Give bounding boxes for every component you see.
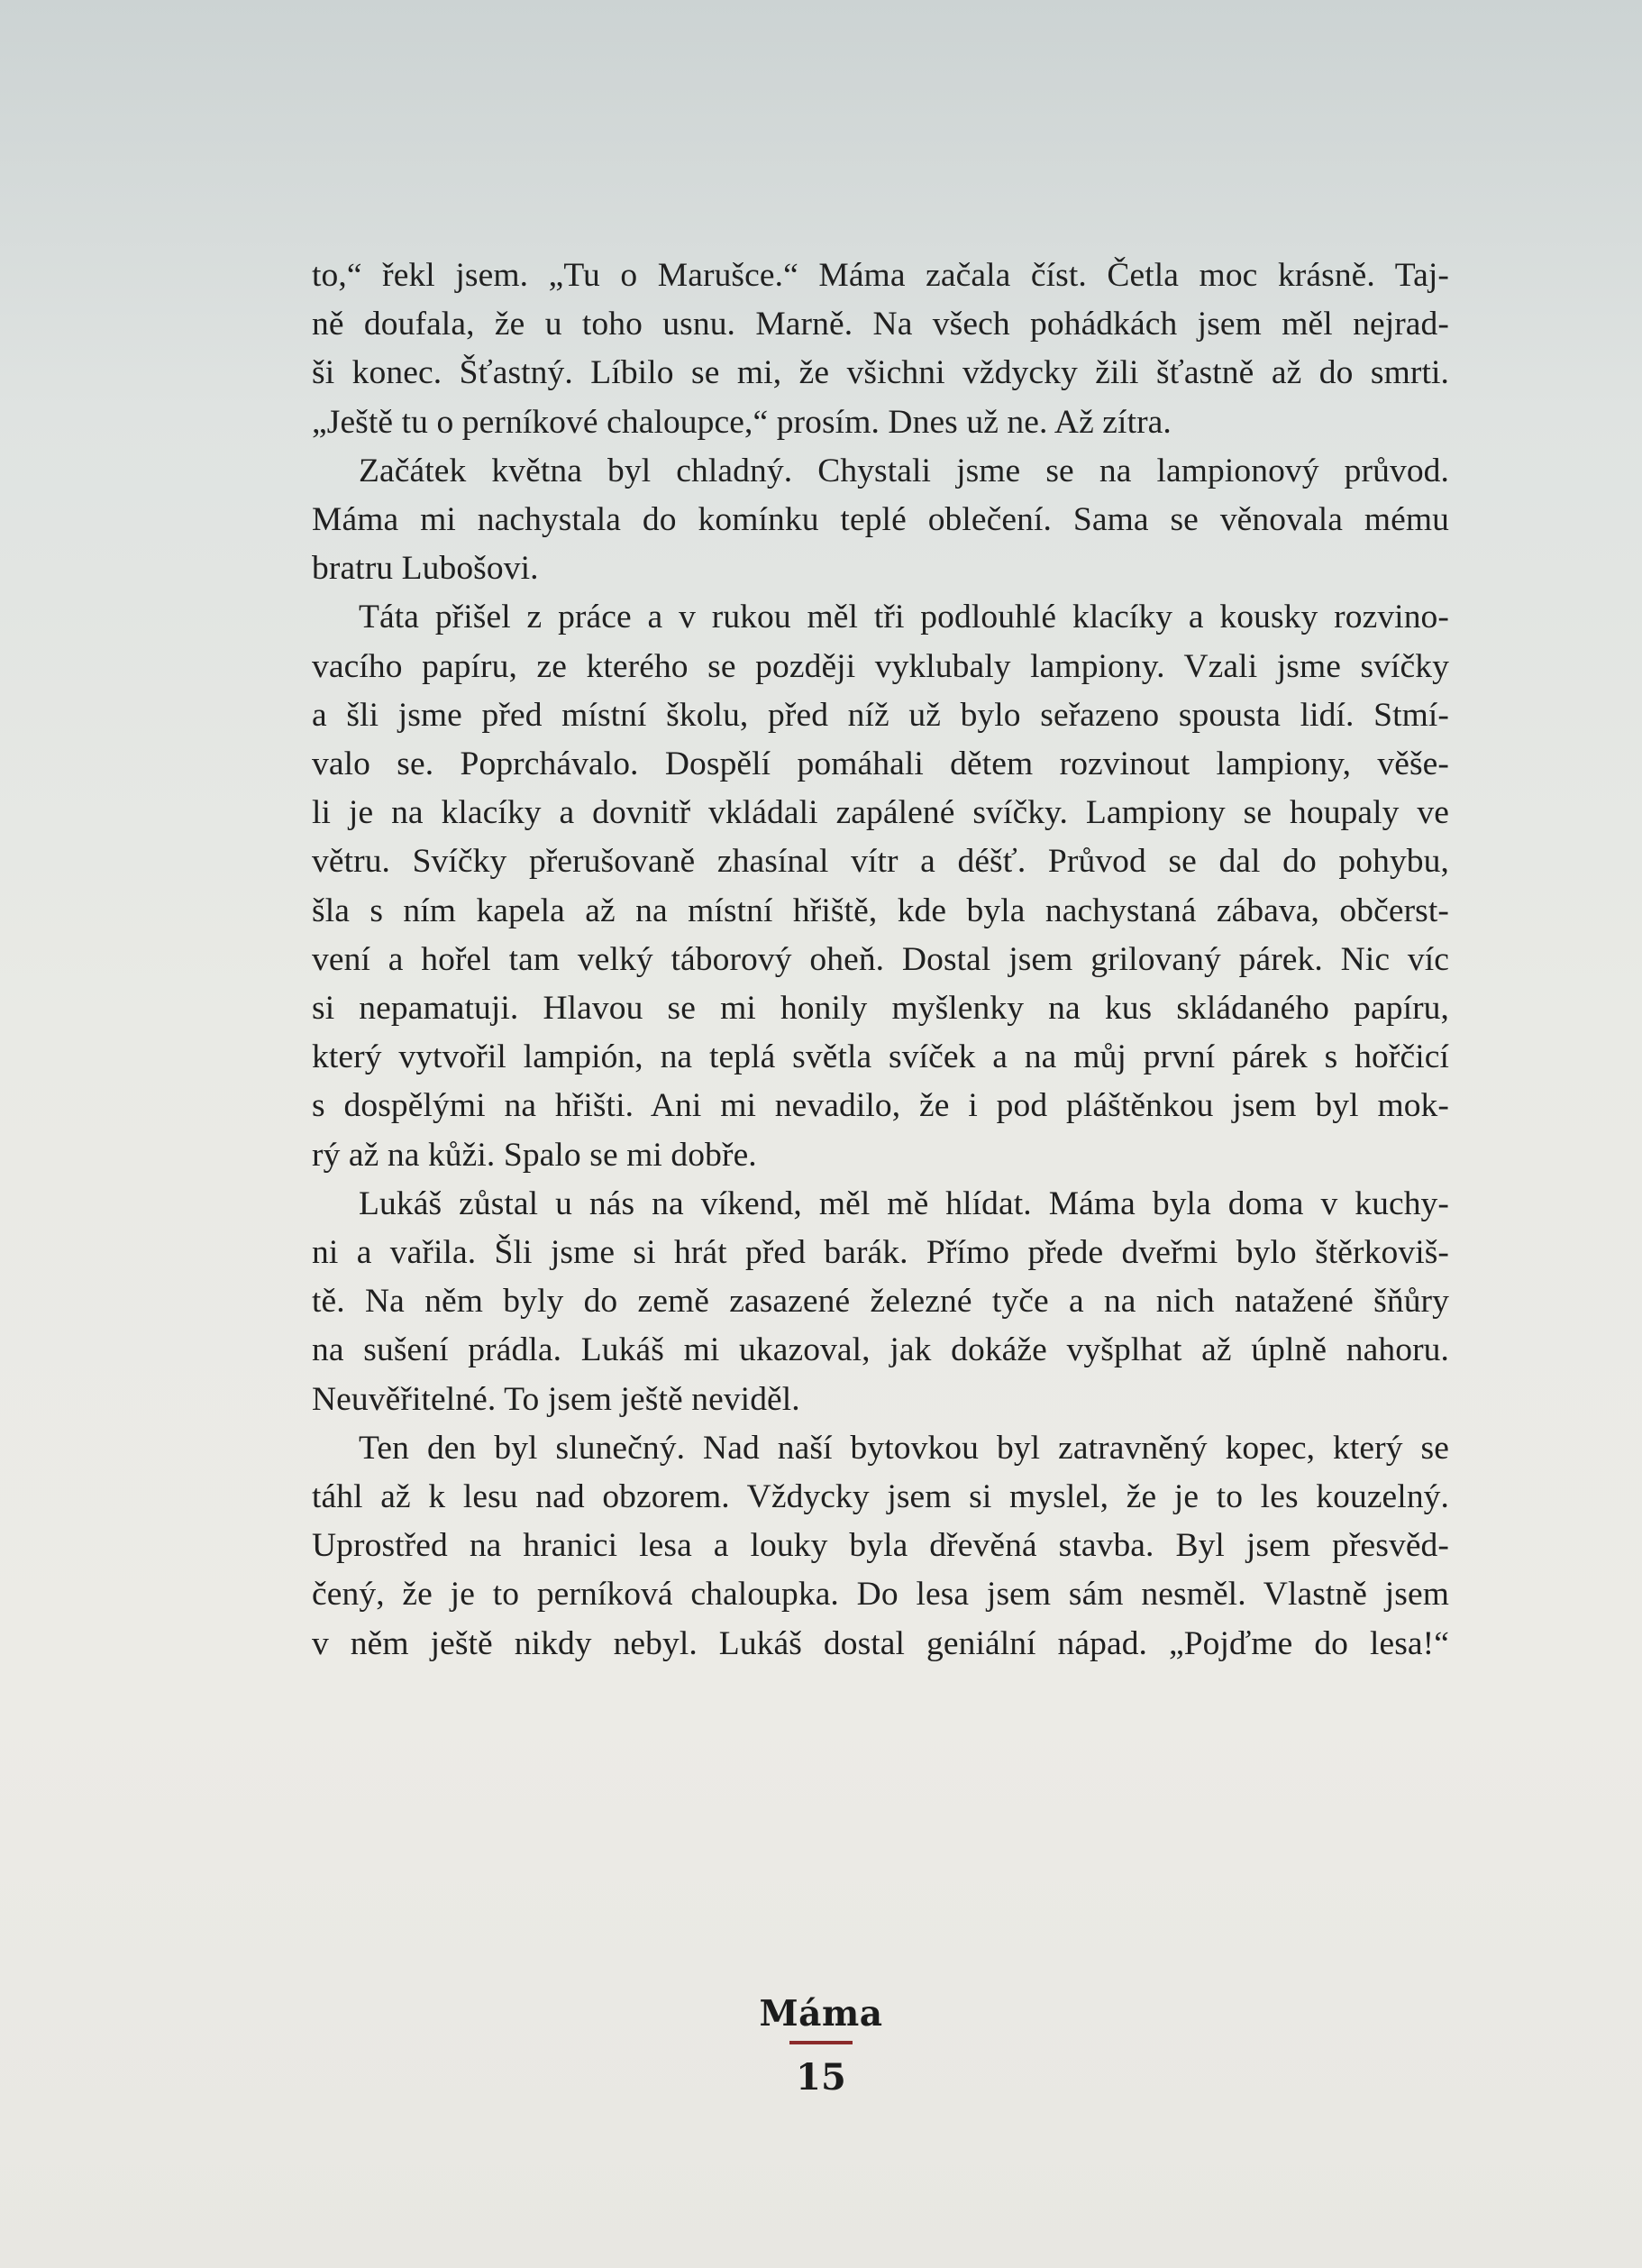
text-line: to,“ řekl jsem. „Tu o Marušce.“ Máma začala číst. Četla moc krásně. Taj-: [312, 257, 1449, 294]
running-title: Máma: [759, 1993, 883, 2035]
text-line: „Ještě tu o perníkové chaloupce,“ prosím. Dnes už ne. Až zítra.: [312, 403, 1172, 441]
text-line: vení a hořel tam velký táborový oheň. Dostal jsem grilovaný párek. Nic víc: [312, 940, 1449, 978]
text-line: Začátek května byl chladný. Chystali jsme se na lampionový průvod.: [359, 452, 1449, 489]
text-line: s dospělými na hřišti. Ani mi nevadilo, že i pod pláštěnkou jsem byl mok-: [312, 1087, 1449, 1125]
text-line: větru. Svíčky přerušovaně zhasínal vítr a déšť. Průvod se dal do pohybu,: [312, 843, 1449, 881]
text-line: čený, že je to perníková chaloupka. Do lesa jsem sám nesměl. Vlastně jsem: [312, 1576, 1449, 1614]
text-line: si nepamatuji. Hlavou se mi honily myšlenky na kus skládaného papíru,: [312, 990, 1449, 1028]
text-line: ši konec. Šťastný. Líbilo se mi, že všichni vždycky žili šťastně až do smrti.: [312, 354, 1449, 392]
text-line: tě. Na něm byly do země zasazené železné tyče a na nich natažené šňůry: [312, 1283, 1449, 1321]
text-line: na sušení prádla. Lukáš mi ukazoval, jak dokáže vyšplhat až úplně nahoru.: [312, 1331, 1449, 1369]
text-line: vacího papíru, ze kterého se později vyklubaly lampiony. Vzali jsme svíčky: [312, 647, 1449, 685]
text-line: Neuvěřitelné. To jsem ještě neviděl.: [312, 1380, 800, 1418]
text-line: li je na klacíky a dovnitř vkládali zapálené svíčky. Lampiony se houpaly ve: [312, 794, 1449, 832]
text-line: Ten den byl slunečný. Nad naší bytovkou byl zatravněný kopec, který se: [359, 1429, 1449, 1467]
body-text: [312, 251, 1449, 1669]
text-line: bratru Lubošovi.: [312, 550, 539, 588]
paragraph-2: [312, 447, 1449, 594]
text-line: táhl až k lesu nad obzorem. Vždycky jsem si myslel, že je to les kouzelný.: [312, 1478, 1449, 1516]
title-rule: [789, 2041, 853, 2044]
text-line: valo se. Poprchávalo. Dospělí pomáhali dětem rozvinout lampiony, věše-: [312, 745, 1449, 783]
text-line: a šli jsme před místní školu, před níž už bylo seřazeno spousta lidí. Stmí-: [312, 696, 1449, 734]
text-line: Lukáš zůstal u nás na víkend, měl mě hlídat. Máma byla doma v kuchy-: [359, 1184, 1449, 1222]
text-line: Táta přišel z práce a v rukou měl tři podlouhlé klacíky a kousky rozvino-: [359, 599, 1449, 636]
text-line: který vytvořil lampión, na teplá světla svíček a na můj první párek s hořčicí: [312, 1038, 1449, 1076]
paragraph-4: [312, 1180, 1449, 1424]
text-line: ni a vařila. Šli jsme si hrát před barák. Přímo přede dveřmi bylo štěrkoviš-: [312, 1234, 1449, 1272]
paragraph-1: [312, 251, 1449, 447]
text-line: ně doufala, že u toho usnu. Marně. Na všech pohádkách jsem měl nejrad-: [312, 306, 1449, 343]
text-line: šla s ním kapela až na místní hřiště, kde byla nachystaná zábava, občerst-: [312, 892, 1449, 929]
paragraph-5: [312, 1424, 1449, 1669]
text-line: Uprostřed na hranici lesa a louky byla dřevěná stavba. Byl jsem přesvěd-: [312, 1527, 1449, 1565]
page-number: 15: [796, 2056, 846, 2099]
paragraph-3: [312, 593, 1449, 1179]
text-line: Máma mi nachystala do komínku teplé oblečení. Sama se věnovala mému: [312, 501, 1449, 539]
text-line: v něm ještě nikdy nebyl. Lukáš dostal geniální nápad. „Pojďme do lesa!“: [312, 1624, 1449, 1662]
page-footer: [0, 1992, 1642, 2099]
text-line: rý až na kůži. Spalo se mi dobře.: [312, 1136, 757, 1174]
